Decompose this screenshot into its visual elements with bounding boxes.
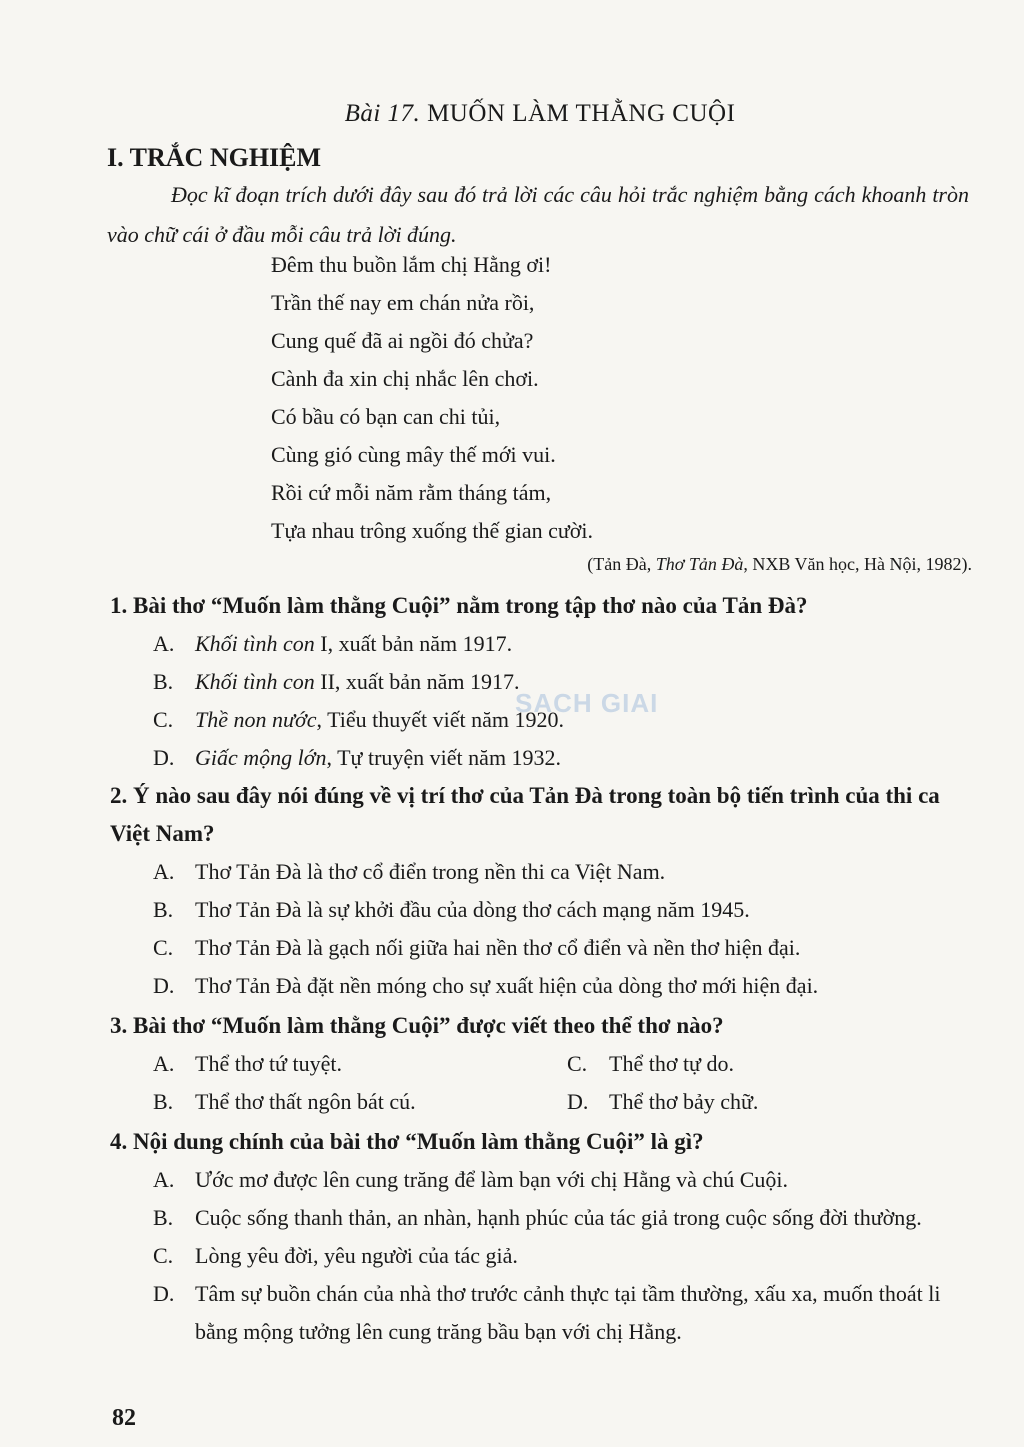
option-key: A. <box>153 631 175 656</box>
option-text: , Tiểu thuyết viết năm 1920. <box>316 707 565 732</box>
poem <box>271 246 593 550</box>
answer-option <box>110 1237 976 1275</box>
option-text: Thơ Tản Đà đặt nền móng cho sự xuất hiện của dòng thơ mới hiện đại. <box>195 973 819 998</box>
option-text: Thể thơ thất ngôn bát cú. <box>195 1089 416 1114</box>
question-text: 3. Bài thơ “Muốn làm thằng Cuội” được viết theo thể thơ nào? <box>110 1013 724 1038</box>
option-title: Giấc mộng lớn <box>195 745 327 770</box>
option-key: D. <box>153 973 175 998</box>
option-text: Thơ Tản Đà là gạch nối giữa hai nền thơ cổ điển và nền thơ hiện đại. <box>195 935 801 960</box>
answer-option <box>110 967 976 1005</box>
answer-option <box>110 891 976 929</box>
option-title: Thề non nước <box>195 707 317 732</box>
option-text: Thơ Tản Đà là sự khởi đầu của dòng thơ cách mạng năm 1945. <box>195 897 750 922</box>
option-title: Khối tình con <box>195 669 315 694</box>
answer-option <box>523 1045 976 1083</box>
lesson-name: MUỐN LÀM THẰNG CUỘI <box>427 100 736 127</box>
option-key: B. <box>153 897 174 922</box>
poem-line: Trần thế nay em chán nửa rồi, <box>271 290 535 315</box>
question-text: 4. Nội dung chính của bài thơ “Muốn làm thằng Cuội” là gì? <box>110 1129 704 1154</box>
section-heading: I. TRẮC NGHIỆM <box>107 143 322 172</box>
answer-option <box>110 1083 563 1121</box>
option-text: Ước mơ được lên cung trăng để làm bạn với chị Hằng và chú Cuội. <box>195 1167 788 1192</box>
answer-column-left <box>110 1045 563 1121</box>
answer-option <box>110 1275 976 1351</box>
lesson-title <box>0 100 1024 128</box>
option-key: A. <box>153 1051 175 1076</box>
poem-line: Cung quế đã ai ngồi đó chửa? <box>271 328 534 353</box>
option-text: Lòng yêu đời, yêu người của tác giả. <box>195 1243 518 1268</box>
question-text: 2. Ý nào sau đây nói đúng về vị trí thơ của Tản Đà trong toàn bộ tiến trình của thi ca Việt Nam? <box>110 783 940 846</box>
question-1 <box>110 587 976 777</box>
option-text: I, xuất bản năm 1917. <box>314 631 513 656</box>
lesson-number: Bài 17. <box>344 100 421 127</box>
option-title: Khối tình con <box>195 631 315 656</box>
answer-option <box>110 1161 976 1199</box>
answer-option <box>110 853 976 891</box>
option-text: Thể thơ bảy chữ. <box>609 1089 759 1114</box>
option-key: B. <box>153 1205 174 1230</box>
poem-line: Tựa nhau trông xuống thế gian cười. <box>271 518 594 543</box>
answer-option <box>523 1083 976 1121</box>
option-key: D. <box>153 1281 175 1306</box>
option-text: Thể thơ tứ tuyệt. <box>195 1051 342 1076</box>
option-key: C. <box>153 707 174 732</box>
answer-option <box>110 1199 976 1237</box>
poem-line: Có bầu có bạn can chi tủi, <box>271 404 501 429</box>
option-text: Thơ Tản Đà là thơ cổ điển trong nền thi ca Việt Nam. <box>195 859 666 884</box>
option-text: II, xuất bản năm 1917. <box>314 669 520 694</box>
option-text: Tâm sự buồn chán của nhà thơ trước cảnh thực tại tầm thường, xấu xa, muốn thoát li bằng mộng tưởng lên cung trăng bầu bạn với chị Hằng. <box>195 1281 941 1344</box>
question-2 <box>110 777 976 1005</box>
question-4 <box>110 1123 976 1351</box>
poem-line: Đêm thu buồn lắm chị Hằng ơi! <box>271 252 552 277</box>
poem-line: Cành đa xin chị nhắc lên chơi. <box>271 366 539 391</box>
question-text: 1. Bài thơ “Muốn làm thằng Cuội” nằm trong tập thơ nào của Tản Đà? <box>110 593 808 618</box>
option-key: D. <box>153 745 175 770</box>
option-key: D. <box>567 1089 589 1114</box>
option-key: B. <box>153 669 174 694</box>
answer-option <box>110 1045 563 1083</box>
source-author: (Tản Đà, <box>587 554 656 574</box>
poem-line: Cùng gió cùng mây thế mới vui. <box>271 442 556 467</box>
option-key: A. <box>153 1167 175 1192</box>
poem-line: Rồi cứ mỗi năm rằm tháng tám, <box>271 480 552 505</box>
option-key: C. <box>153 935 174 960</box>
answer-option <box>110 625 976 663</box>
option-text: Cuộc sống thanh thản, an nhàn, hạnh phúc của tác giả trong cuộc sống đời thường. <box>195 1205 922 1230</box>
option-key: C. <box>153 1243 174 1268</box>
source-book: Thơ Tản Đà <box>655 554 744 574</box>
poem-source <box>587 554 972 575</box>
source-publisher: , NXB Văn học, Hà Nội, 1982). <box>743 554 972 574</box>
page-number: 82 <box>112 1405 136 1431</box>
option-key: A. <box>153 859 175 884</box>
option-text: Thể thơ tự do. <box>609 1051 734 1076</box>
answer-option <box>110 929 976 967</box>
option-key: B. <box>153 1089 174 1114</box>
answer-option <box>110 739 976 777</box>
option-text: , Tự truyện viết năm 1932. <box>326 745 562 770</box>
question-3 <box>110 1007 976 1121</box>
watermark-logo: SACH GIAI <box>515 688 659 718</box>
instructions: Đọc kĩ đoạn trích dưới đây sau đó trả lời các câu hỏi trắc nghiệm bằng cách khoanh tròn vào chữ cái ở đầu mỗi câu trả lời đúng. <box>107 182 969 247</box>
answer-column-right <box>523 1045 976 1121</box>
answer-grid <box>110 1045 976 1121</box>
option-key: C. <box>567 1051 588 1076</box>
